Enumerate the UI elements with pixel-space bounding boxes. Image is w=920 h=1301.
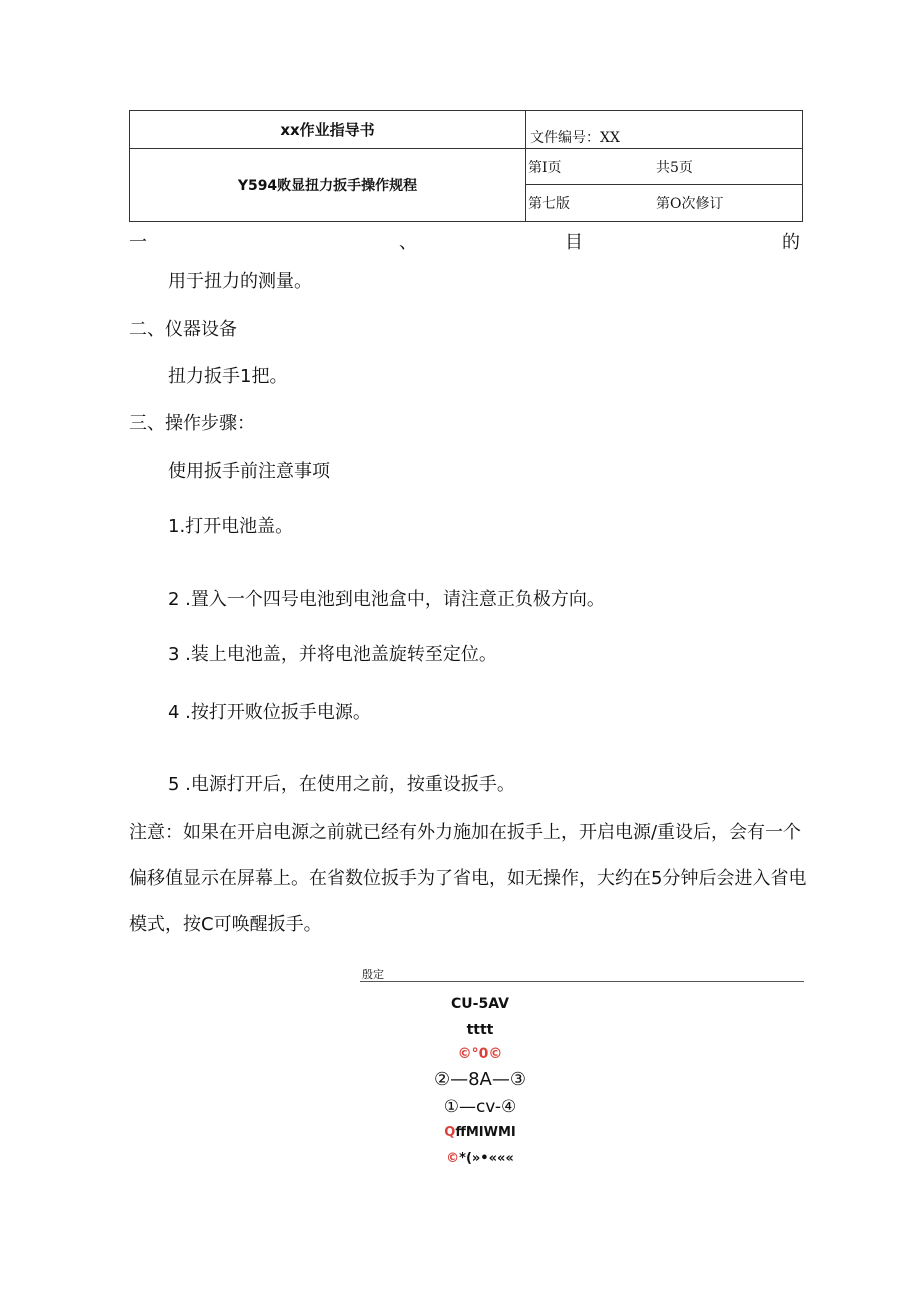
equipment-text: 扭力扳手1把。 [168,366,288,387]
figure-line-4: ②—8A—③ [433,1069,527,1090]
edition-cell [526,185,803,222]
figure-line-5: ①—cv-④ [443,1097,517,1117]
page-total: 共5页 [656,159,693,176]
steps-heading: 三、操作步骤： [129,413,255,434]
step-item: 1.打开电池盖。 [168,516,294,537]
purpose-heading-char: 一 [129,232,147,253]
doc-number: 文件编号：XX [530,130,620,146]
revision: 第O次修订 [656,196,724,212]
figure-line-7-accent: © [446,1151,460,1166]
step-item: 4 .按打开败位扳手电源。 [168,702,371,723]
figure-line-3: ©°0© [457,1046,503,1062]
page-number: 第I页 [528,159,562,176]
figure-line-1: CU-5AV [451,996,509,1012]
figure-line-7-text: *(»•««« [459,1151,514,1166]
page-cell [526,149,803,185]
doc-number-cell [526,111,803,149]
step-item: 2 .置入一个四号电池到电池盒中，请注意正负极方向。 [168,589,605,610]
step-item: 3 .装上电池盖，并将电池盖旋转至定位。 [168,644,497,665]
equipment-heading: 二、仪器设备 [129,319,237,340]
figure-label: 殷定 [362,968,384,981]
header-table [129,110,803,222]
purpose-heading-char: 、 [399,232,417,253]
steps-intro: 使用扳手前注意事项 [168,461,330,482]
figure-line-7 [360,1151,600,1166]
purpose-heading-char: 目 [565,232,583,253]
purpose-heading-char: 的 [782,232,800,253]
edition: 第七版 [528,196,570,212]
figure-divider [360,981,804,982]
figure-line-6-text: ffMIWMI [455,1125,516,1140]
note-paragraph: 注意：如果在开启电源之前就已经有外力施加在扳手上，开启电源/重设后，会有一个偏移值显示在屏幕上。在省数位扳手为了省电，如无操作，大约在5分钟后会进入省电模式，按C可唤醒扳手。 [129,822,807,935]
purpose-text: 用于扭力的测量。 [168,271,312,292]
procedure-title: Y594败显扭力扳手操作规程 [130,149,526,222]
step-item: 5 .电源打开后，在使用之前，按重设扳手。 [168,774,515,795]
figure-line-2: tttt [466,1022,494,1038]
figure-line-6 [360,1125,600,1140]
doc-title: xx作业指导书 [130,111,526,149]
figure-line-6-accent: Q [444,1125,456,1140]
purpose-heading [129,228,802,254]
